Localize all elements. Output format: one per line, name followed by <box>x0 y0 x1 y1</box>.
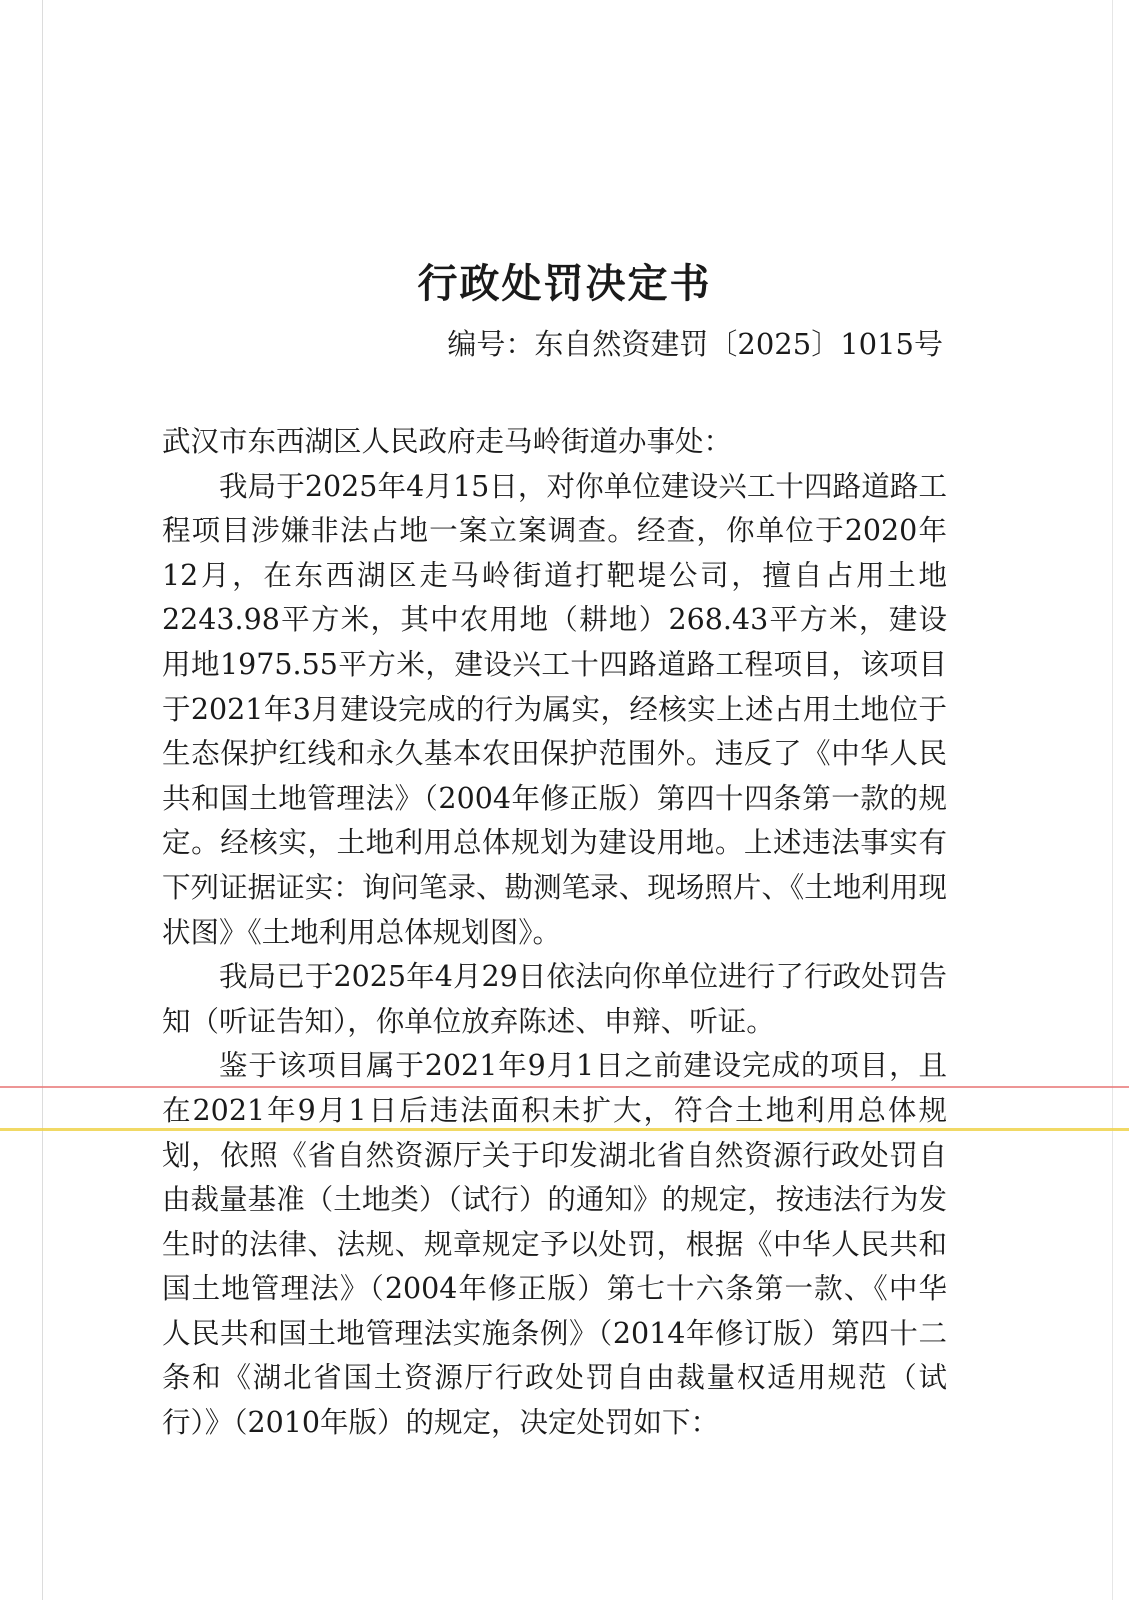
document-body <box>162 420 947 1446</box>
paragraph-decision-basis: 鉴于该项目属于2021年9月1日之前建设完成的项目，且在2021年9月1日后违法面积未扩大，符合土地利用总体规划，依照《省自然资源厅关于印发湖北省自然资源行政处罚自由裁量基准（土地类）（试行）的通知》的规定，按违法行为发生时的法律、法规、规章规定予以处罚，根据《中华人民共和国土地管理法》（2004年修正版）第七十六条第一款、《中华人民共和国土地管理法实施条例》（2014年修订版）第四十二条和《湖北省国土资源厅行政处罚自由裁量权适用规范（试行）》（2010年版）的规定，决定处罚如下： <box>162 1049 947 1440</box>
paragraph-notice: 我局已于2025年4月29日依法向你单位进行了行政处罚告知（听证告知），你单位放弃陈述、申辩、听证。 <box>162 960 947 1038</box>
scan-edge-left <box>42 0 43 1600</box>
addressee: 武汉市东西湖区人民政府走马岭街道办事处： <box>162 425 733 458</box>
document-title: 行政处罚决定书 <box>417 260 712 307</box>
document-number: 编号：东自然资建罚〔2025〕1015号 <box>447 327 943 361</box>
scan-edge-right <box>1112 0 1113 1600</box>
paragraph-investigation: 我局于2025年4月15日，对你单位建设兴工十四路道路工程项目涉嫌非法占地一案立案调查。经查，你单位于2020年12月，在东西湖区走马岭街道打靶堤公司，擅自占用土地2243.98平方米，其中农用地（耕地）268.43平方米，建设用地1975.55平方米，建设兴工十四路道路工程项目，该项目于2021年3月建设完成的行为属实，经核实上述占用土地位于生态保护红线和永久基本农田保护范围外。违反了《中华人民共和国土地管理法》（2004年修正版）第四十四条第一款的规定。经核实，土地利用总体规划为建设用地。上述违法事实有下列证据证实：询问笔录、勘测笔录、现场照片、《土地利用现状图》《土地利用总体规划图》。 <box>162 469 947 949</box>
